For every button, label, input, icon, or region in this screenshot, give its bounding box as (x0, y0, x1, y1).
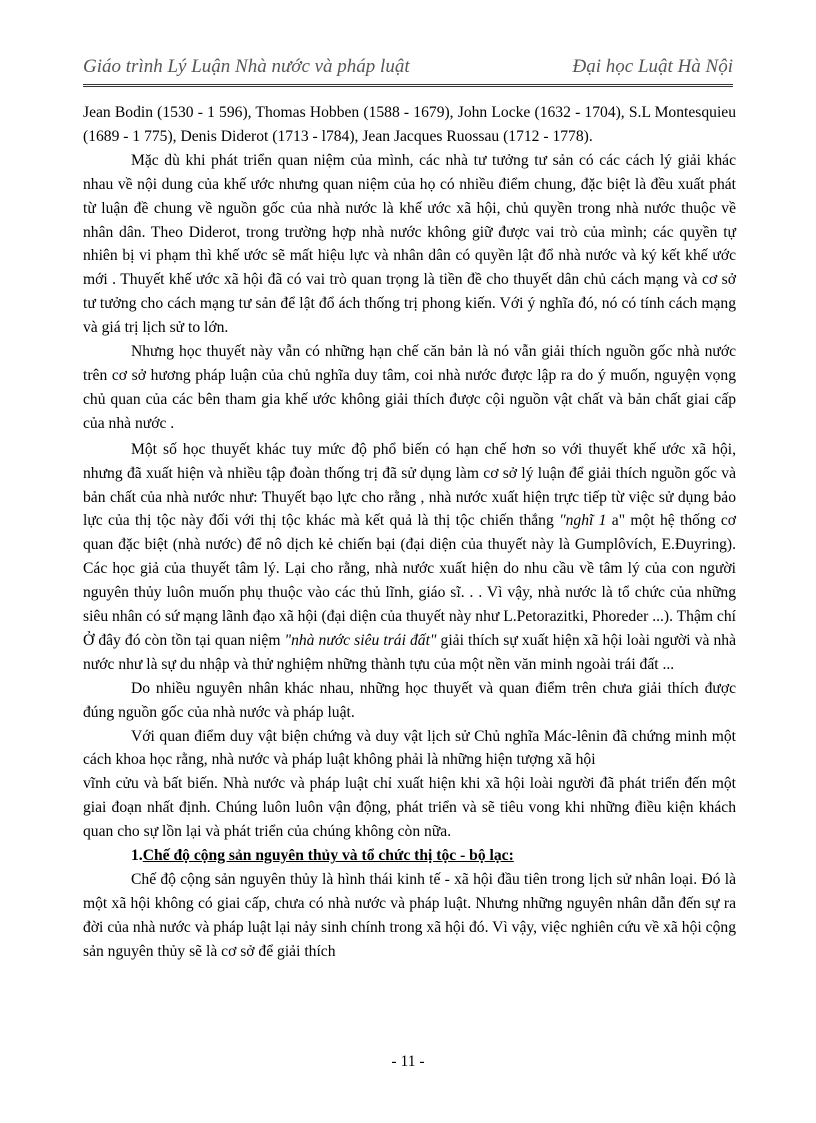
paragraph-2: Mặc dù khi phát triển quan niệm của mình, các nhà tư tưởng tư sản có các cách lý giải khác nhau về nội dung của khế ước nhưng quan niệm của họ có nhiều điểm chung, đặc biệt là đều xuất phát từ luận đề chung về nguồn gốc của nhà nước là khế ước xã hội, chủ quyền trong nhà nước thuộc về nhân dân. Theo Diderot, trong trường hợp nhà nước không giữ được vai trò của mình; các quyền tự nhiên bị vi phạm thì khế ước sẽ mất hiệu lực và nhân dân có quyền lật đổ nhà nước và ký kết khế ước mới . Thuyết khế ước xã hội đã có vai trò quan trọng là tiền đề cho thuyết dân chủ cách mạng và cơ sở tư tưởng cho cách mạng tư sản để lật đổ ách thống trị phong kiến. Với ý nghĩa đó, nó có tính cách mạng và giá trị lịch sử to lớn. (83, 151, 736, 337)
paragraph-8: Chế độ cộng sản nguyên thủy là hình thái kinh tế - xã hội đầu tiên trong lịch sử nhân loại. Đó là một xã hội không có giai cấp, chưa có nhà nước và pháp luật. Nhưng những nguyên nhân dẫn đến sự ra đời của nhà nước và pháp luật lại nảy sinh chính trong xã hội đó. Vì vậy, việc nghiên cứu về xã hội cộng sản nguyên thủy sẽ là cơ sở để giải thích (83, 871, 736, 960)
paragraph-4-quote-1: "nghĩ 1 (559, 512, 607, 530)
section-title: Chế độ cộng sản nguyên thủy và tổ chức thị tộc - bộ lạc: (142, 847, 514, 865)
header-university: Đại học Luật Hà Nội (572, 56, 733, 77)
page-number: - 11 - (391, 1053, 425, 1070)
paragraph-4-part-b: a" một hệ thống cơ quan đặc biệt (nhà nước) để nô dịch kẻ chiến bại (đại diện của thuyết này là Gumplôvích, E.Đuyring). Các học giả của thuyết tâm lý. Lại cho rằng, nhà nước xuất hiện do nhu cầu về tâm lý của con người nguyên thủy luôn muốn phụ thuộc vào các thủ lĩnh, giáo sĩ. . . Vì vậy, nhà nước là tổ chức của những siêu nhân có sứ mạng lãnh đạo xã hội (đại diện của thuyết này như L.Petorazitki, Phoreder ...). Thậm chí Ở đây đó còn tồn tại quan niệm (83, 512, 736, 649)
paragraph-3: Nhưng học thuyết này vẫn có những hạn chế căn bản là nó vẫn giải thích nguồn gốc nhà nước trên cơ sở hương pháp luận của chủ nghĩa duy tâm, coi nhà nước được lập ra do ý muốn, nguyện vọng chủ quan của các bên tham gia khế ước không giải thích được cội nguồn vật chất và bản chất giai cấp của nhà nước . (83, 343, 736, 432)
section-heading (83, 844, 736, 868)
paragraph-4-part-c: giải thích sự xuất hiện xã hội loài người và nhà nước như là sự du nhập và thử nghiệm những thành tựu của một nền văn minh ngoài trái đất ... (83, 631, 737, 673)
paragraph-4-quote-2: "nhà nước siêu trái đất" (284, 631, 437, 649)
page-header (83, 50, 733, 87)
paragraph-1: Jean Bodin (1530 - 1 596), Thomas Hobben (1588 - 1679), John Locke (1632 - 1704), S.L Montesquieu (1689 - 1 775), Denis Diderot (1713 - l784), Jean Jacques Ruossau (1712 - 1778). (83, 104, 736, 145)
paragraph-4 (83, 438, 736, 677)
paragraph-7: vĩnh cửu và bất biến. Nhà nước và pháp luật chỉ xuất hiện khi xã hội loài người đã phát triển đến một giai đoạn nhất định. Chúng luôn luôn vận động, phát triển và sẽ tiêu vong khi những điều kiện khách quan cho sự lồn lại và phát triển của chúng không còn nữa. (83, 775, 736, 841)
paragraph-6: Với quan điểm duy vật biện chứng và duy vật lịch sử Chủ nghĩa Mác-lênin đã chứng minh một cách khoa học rằng, nhà nước và pháp luật không phải là những hiện tượng xã hội (83, 727, 736, 769)
page-body (83, 101, 736, 964)
section-number: 1. (131, 847, 143, 865)
header-course-title: Giáo trình Lý Luận Nhà nước và pháp luật (83, 56, 410, 77)
paragraph-5: Do nhiều nguyên nhân khác nhau, những học thuyết và quan điểm trên chưa giải thích được đúng nguồn gốc của nhà nước và pháp luật. (83, 679, 736, 721)
paragraph-4-part-a: Một số học thuyết khác tuy mức độ phổ biến có hạn chế hơn so với thuyết khế ước xã hội, nhưng đã xuất hiện và nhiều tập đoàn thống trị đã sử dụng làm cơ sở lý luận để giải thích nguồn gốc và bản chất của nhà nước như: Thuyết bạo lực cho rằng , nhà nước xuất hiện trực tiếp từ việc sử dụng bảo lực của thị tộc này đối với thị tộc khác mà kết quả là thị tộc chiến thắng (83, 440, 736, 530)
